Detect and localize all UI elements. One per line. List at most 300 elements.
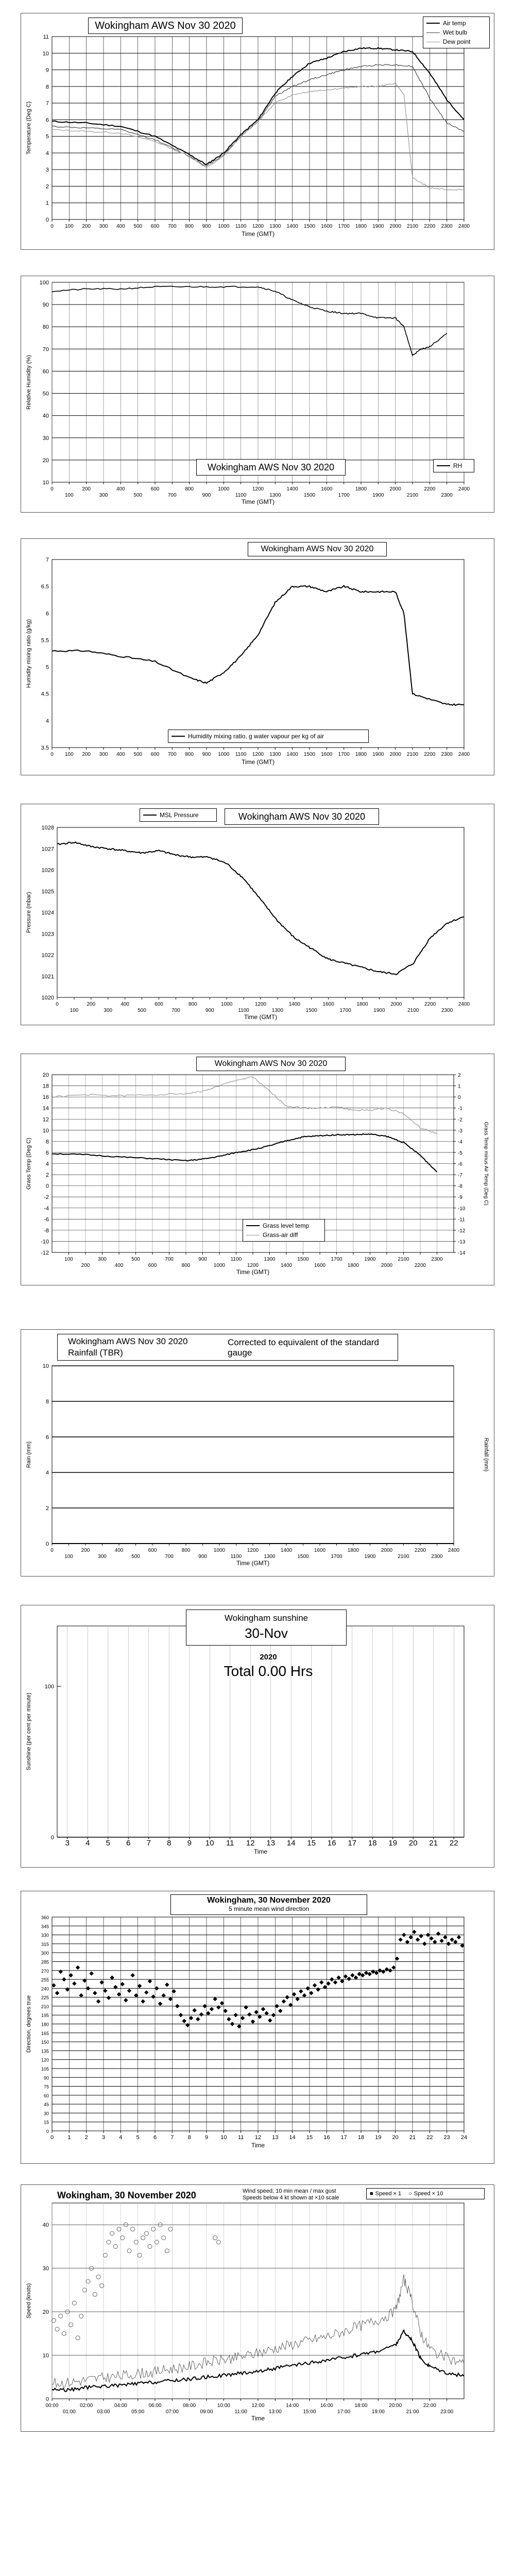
x-tick-label: 200 — [81, 1548, 90, 1553]
temperature-chart-svg — [21, 13, 494, 249]
x-tick-label: 400 — [116, 224, 125, 229]
x-tick-label: 400 — [116, 486, 125, 492]
y-tick-label: 105 — [41, 2066, 49, 2072]
x-tick-label: 1900 — [372, 224, 384, 229]
x-tick-label: 200 — [81, 1263, 90, 1268]
x-tick-label: 2300 — [441, 1008, 453, 1013]
x-tick-label: 16 — [327, 1839, 336, 1848]
x-tick-label: 100 — [64, 493, 74, 498]
y-tick-label: 4 — [45, 1161, 49, 1167]
x-tick-label: 0 — [50, 2134, 54, 2141]
temperature-chart-panel — [21, 13, 494, 250]
pressure-chart-panel — [21, 804, 494, 1025]
y-tick-label: 2 — [45, 1505, 49, 1512]
y2-tick-label: -8 — [458, 1183, 462, 1190]
y-tick-label: 4 — [45, 150, 49, 157]
x-tick-label: 1200 — [247, 1263, 259, 1268]
y-tick-label: 255 — [41, 1977, 49, 1983]
x-tick-label: 2000 — [381, 1263, 393, 1268]
x-tick-label: 1 — [67, 2134, 71, 2141]
x-tick-label: 600 — [150, 224, 160, 229]
legend-label: Grass level temp — [263, 1222, 310, 1229]
y-tick-label: 0 — [45, 1183, 49, 1190]
y-tick-label: 225 — [41, 1995, 49, 2001]
y2-axis-label: Grass Temp minus Air Temp (Deg C) — [483, 1122, 489, 1206]
x-tick-label: 300 — [98, 1554, 107, 1560]
x-tick-label: 15 — [306, 2134, 313, 2141]
x-tick-label: 2100 — [406, 752, 419, 757]
y-tick-label: 20 — [42, 2309, 49, 2316]
x-tick-label: 1400 — [286, 752, 298, 757]
y-tick-label: 8 — [45, 1139, 49, 1145]
sunshine-date-label: 30-Nov — [245, 1625, 288, 1641]
x-tick-label: 03:00 — [97, 2409, 110, 2415]
y-tick-label: 285 — [41, 1959, 49, 1965]
y-tick-label: 315 — [41, 1941, 49, 1947]
x-tick-label: 19 — [388, 1839, 398, 1848]
x-tick-label: 1200 — [252, 486, 264, 492]
x-tick-label: 2200 — [424, 1002, 436, 1007]
x-tick-label: 11 — [226, 1839, 234, 1848]
x-tick-label: 1800 — [355, 224, 367, 229]
x-tick-label: 2200 — [414, 1263, 426, 1268]
y-tick-label: 210 — [41, 2004, 49, 2009]
x-tick-label: 1100 — [235, 224, 247, 229]
wind-speed-chart-note: Wind speed, 10 min mean / max gust Speeds below 4 kt shown at ×10 scale — [243, 2188, 339, 2201]
x-tick-label: 20:00 — [389, 2403, 402, 2409]
y-tick-label: 1020 — [41, 995, 54, 1001]
x-tick-label: 02:00 — [80, 2403, 93, 2409]
x-tick-label: 2400 — [448, 1548, 460, 1553]
x-tick-label: 1500 — [297, 1554, 309, 1560]
x-tick-label: 1100 — [235, 752, 247, 757]
x-tick-label: 700 — [165, 1257, 174, 1262]
y-axis-label: Pressure (mbar) — [26, 892, 32, 933]
y2-tick-label: 1 — [458, 1083, 461, 1090]
y-tick-label: 3.5 — [41, 745, 49, 751]
y-tick-label: 195 — [41, 2013, 49, 2019]
legend-label: Wet bulb — [443, 29, 468, 36]
x-tick-label: 14:00 — [286, 2403, 299, 2409]
x-tick-label: 100 — [64, 1554, 73, 1560]
y-tick-label: 40 — [42, 2222, 49, 2229]
y2-tick-label: -10 — [458, 1206, 466, 1212]
y-tick-label: 6.5 — [41, 584, 49, 590]
y-tick-label: 10 — [42, 1127, 49, 1134]
x-tick-label: 2000 — [389, 752, 401, 757]
x-tick-label: 5 — [136, 2134, 140, 2141]
x-tick-label: 2100 — [398, 1257, 409, 1262]
y-tick-label: 165 — [41, 2030, 49, 2036]
y-tick-label: 330 — [41, 1933, 49, 1938]
x-tick-label: 06:00 — [148, 2403, 162, 2409]
x-tick-label: 800 — [188, 1002, 197, 1007]
x-tick-label: 800 — [181, 1263, 191, 1268]
legend-item-dew-point — [426, 37, 486, 46]
y-tick-label: 10 — [42, 1363, 49, 1369]
x-tick-label: 23:00 — [440, 2409, 454, 2415]
x-tick-label: 2100 — [398, 1554, 409, 1560]
x-tick-label: 1500 — [303, 224, 316, 229]
x-tick-label: 300 — [99, 752, 108, 757]
y-tick-label: 135 — [41, 2048, 49, 2054]
x-tick-label: 1100 — [238, 1008, 249, 1013]
legend-item-msl-pressure — [143, 810, 213, 820]
y-tick-label: 10 — [42, 480, 49, 486]
x-tick-label: 2000 — [389, 224, 401, 229]
y-tick-label: 3 — [45, 167, 49, 174]
x-tick-label: 15:00 — [303, 2409, 316, 2415]
y-tick-label: 8 — [45, 1399, 49, 1405]
x-tick-label: 600 — [150, 752, 160, 757]
x-tick-label: 700 — [165, 1554, 174, 1560]
y-tick-label: 4 — [45, 1470, 49, 1476]
x-tick-label: 200 — [82, 752, 91, 757]
x-tick-label: 4 — [119, 2134, 123, 2141]
x-tick-label: 1700 — [331, 1554, 342, 1560]
y-tick-label: 90 — [42, 302, 49, 309]
x-tick-label: 200 — [82, 224, 91, 229]
x-tick-label: 22:00 — [423, 2403, 436, 2409]
y-tick-label: 30 — [43, 2111, 49, 2116]
y-tick-label: 10 — [42, 2352, 49, 2359]
y-tick-label: 1 — [45, 200, 49, 207]
y2-tick-label: -4 — [458, 1139, 462, 1145]
x-tick-label: 10 — [205, 1839, 214, 1848]
x-tick-label: 1600 — [321, 486, 333, 492]
plot-area — [52, 1366, 454, 1544]
x-tick-label: 0 — [50, 752, 54, 757]
x-tick-label: 1600 — [322, 1002, 334, 1007]
x-tick-label: 300 — [104, 1008, 113, 1013]
wind-direction-title-box — [170, 1894, 367, 1915]
x-tick-label: 0 — [56, 1002, 59, 1007]
x-tick-label: 07:00 — [165, 2409, 179, 2415]
x-tick-label: 700 — [171, 1008, 180, 1013]
plot-area — [57, 827, 464, 997]
wind-speed-legend — [366, 2188, 485, 2199]
legend-items — [370, 2190, 481, 2198]
x-tick-label: 600 — [154, 1002, 163, 1007]
x-tick-label: 1300 — [271, 1008, 284, 1013]
x-tick-label: 1900 — [364, 1554, 376, 1560]
y-tick-label: 80 — [42, 324, 49, 331]
x-tick-label: 400 — [121, 1002, 130, 1007]
y-tick-label: 0 — [45, 2396, 49, 2402]
x-tick-label: 8 — [167, 1839, 171, 1848]
rainfall-chart-title: Wokingham AWS Nov 30 2020 — [68, 1336, 188, 1346]
x-tick-label: 13 — [272, 2134, 279, 2141]
x-tick-label: 2300 — [431, 1554, 443, 1560]
y2-tick-label: -1 — [458, 1106, 462, 1112]
x-tick-label: 1300 — [269, 224, 281, 229]
x-tick-label: 14 — [286, 1839, 296, 1848]
sunshine-title-box — [186, 1609, 347, 1646]
x-tick-label: 2100 — [406, 493, 419, 498]
y-tick-label: 4.5 — [41, 691, 49, 698]
y-tick-label: 12 — [42, 1116, 49, 1123]
x-tick-label: 12 — [254, 2134, 262, 2141]
y2-tick-label: -11 — [458, 1217, 465, 1223]
x-tick-label: 16:00 — [320, 2403, 333, 2409]
x-tick-label: 2200 — [414, 1548, 426, 1553]
y-tick-label: 1028 — [41, 825, 54, 831]
x-tick-label: 09:00 — [200, 2409, 213, 2415]
x-tick-label: 500 — [138, 1008, 146, 1013]
x-tick-label: 1400 — [280, 1548, 293, 1553]
x-tick-label: 1000 — [218, 486, 230, 492]
wind-direction-chart-panel — [21, 1891, 494, 2164]
x-tick-label: 18 — [368, 1839, 377, 1848]
y-tick-label: 0 — [45, 217, 49, 223]
y-tick-label: 240 — [41, 1986, 49, 1992]
y2-axis-label: Rainfall (mm) — [483, 1437, 489, 1472]
y-tick-label: 345 — [41, 1924, 49, 1929]
x-tick-label: 20 — [408, 1839, 418, 1848]
wind-direction-chart-title: Wokingham, 30 November 2020 — [207, 1896, 331, 1905]
humidity-chart-panel — [21, 276, 494, 513]
y-tick-label: 5 — [45, 133, 49, 140]
y-tick-label: 10 — [42, 50, 49, 57]
y2-tick-label: -12 — [458, 1228, 466, 1234]
y-tick-label: 1022 — [41, 952, 54, 959]
x-tick-label: 01:00 — [62, 2409, 76, 2415]
humidity-chart-svg — [21, 276, 494, 512]
x-tick-label: 04:00 — [114, 2403, 127, 2409]
x-tick-label: 1600 — [314, 1548, 326, 1553]
y-tick-label: 1023 — [41, 931, 54, 938]
rainfall-title-box — [57, 1334, 398, 1361]
y-tick-label: 6 — [45, 117, 49, 124]
grass-temp-chart-title: Wokingham AWS Nov 30 2020 — [196, 1057, 346, 1071]
humidity-legend — [433, 459, 474, 472]
y-tick-label: 1025 — [41, 888, 54, 895]
legend-item-grass-air-diff — [246, 1230, 321, 1240]
x-tick-label: 10:00 — [217, 2403, 230, 2409]
y2-tick-label: -3 — [458, 1128, 462, 1134]
y-axis-label: Direction, degrees true — [26, 1995, 32, 2053]
x-tick-label: 1800 — [355, 486, 367, 492]
x-tick-label: 6 — [153, 2134, 157, 2141]
y-tick-label: -8 — [44, 1227, 49, 1234]
x-tick-label: 800 — [185, 752, 194, 757]
x-tick-label: 1600 — [321, 224, 333, 229]
y2-tick-label: -9 — [458, 1195, 462, 1201]
x-tick-label: 1500 — [305, 1008, 317, 1013]
sunshine-chart-title: Wokingham sunshine — [224, 1613, 308, 1623]
x-tick-label: 1700 — [338, 493, 350, 498]
x-tick-label: 100 — [64, 1257, 73, 1262]
x-axis-label: Time — [251, 2415, 265, 2422]
y-axis-label: Rain (mm) — [26, 1441, 32, 1468]
x-tick-label: 17 — [340, 2134, 347, 2141]
x-tick-label: 1900 — [373, 1008, 385, 1013]
x-tick-label: 1000 — [218, 752, 230, 757]
y-axis-label: Relative Humidity (%) — [26, 355, 32, 410]
x-tick-label: 2000 — [389, 486, 401, 492]
x-tick-label: 900 — [205, 1008, 214, 1013]
y-tick-label: 4 — [45, 718, 49, 724]
x-tick-label: 600 — [148, 1263, 157, 1268]
y-tick-label: -10 — [41, 1239, 49, 1245]
x-tick-label: 1600 — [314, 1263, 326, 1268]
x-tick-label: 22 — [449, 1839, 458, 1848]
y-axis-label: Speed (knots) — [26, 2283, 32, 2319]
x-tick-label: 20 — [392, 2134, 399, 2141]
x-tick-label: 6 — [126, 1839, 131, 1848]
grass-temp-chart-svg — [21, 1054, 494, 1285]
x-tick-label: 17:00 — [337, 2409, 351, 2415]
wind-direction-chart-subtitle: 5 minute mean wind direction — [228, 1905, 310, 1912]
y-tick-label: 1024 — [41, 910, 54, 916]
wind-speed-chart-panel — [21, 2184, 494, 2432]
x-tick-label: 1400 — [286, 486, 298, 492]
y-tick-label: 150 — [41, 2040, 49, 2045]
x-tick-label: 1100 — [230, 1257, 242, 1262]
x-tick-label: 22 — [426, 2134, 433, 2141]
x-tick-label: 2300 — [431, 1257, 443, 1262]
x-tick-label: 1800 — [356, 1002, 368, 1007]
legend-label: Grass-air diff — [263, 1231, 298, 1239]
x-tick-label: 300 — [99, 224, 108, 229]
y-tick-label: 5 — [45, 664, 49, 671]
y-tick-label: 100 — [44, 1684, 54, 1690]
x-tick-label: 100 — [64, 224, 74, 229]
x-tick-label: 1700 — [338, 752, 350, 757]
x-axis-label: Time (GMT) — [236, 1560, 270, 1567]
y-tick-label: 6 — [45, 1149, 49, 1156]
pressure-chart-svg — [21, 804, 494, 1025]
x-tick-label: 2200 — [424, 752, 436, 757]
x-tick-label: 13 — [266, 1839, 276, 1848]
x-tick-label: 1900 — [364, 1257, 376, 1262]
rainfall-chart-svg — [21, 1330, 494, 1576]
y-tick-label: 1027 — [41, 846, 54, 853]
y2-tick-label: -14 — [458, 1250, 466, 1256]
x-tick-label: 1300 — [264, 1554, 276, 1560]
x-tick-label: 500 — [131, 1554, 140, 1560]
x-tick-label: 14 — [289, 2134, 296, 2141]
x-tick-label: 300 — [98, 1257, 107, 1262]
x-tick-label: 400 — [114, 1263, 124, 1268]
x-tick-label: 0 — [50, 224, 54, 229]
x-axis-label: Time (GMT) — [244, 1013, 278, 1021]
x-tick-label: 13:00 — [268, 2409, 282, 2415]
y-tick-label: 1021 — [41, 973, 54, 980]
x-tick-label: 15 — [307, 1839, 316, 1848]
x-tick-label: 18:00 — [354, 2403, 368, 2409]
temperature-legend — [423, 16, 490, 48]
x-tick-label: 200 — [87, 1002, 96, 1007]
y-tick-label: 60 — [42, 368, 49, 375]
x-tick-label: 800 — [185, 224, 194, 229]
x-tick-label: 1500 — [303, 493, 316, 498]
x-tick-label: 1300 — [269, 493, 281, 498]
x-tick-label: 5 — [106, 1839, 110, 1848]
y-tick-label: 300 — [41, 1951, 49, 1956]
x-tick-label: 1700 — [338, 224, 350, 229]
x-tick-label: 2 — [84, 2134, 88, 2141]
y-tick-label: 6 — [45, 1434, 49, 1440]
x-tick-label: 1200 — [247, 1548, 259, 1553]
x-tick-label: 21 — [429, 1839, 438, 1848]
x-tick-label: 600 — [150, 486, 160, 492]
x-tick-label: 18 — [357, 2134, 365, 2141]
y-tick-label: 180 — [41, 2022, 49, 2027]
x-tick-label: 700 — [167, 493, 177, 498]
y2-tick-label: -5 — [458, 1150, 462, 1156]
y-tick-label: 15 — [43, 2120, 49, 2125]
y-tick-label: 16 — [42, 1094, 49, 1101]
x-tick-label: 1900 — [372, 493, 384, 498]
x-tick-label: 1700 — [331, 1257, 342, 1262]
y-tick-label: 100 — [39, 280, 49, 286]
mixing-ratio-chart-title: Wokingham AWS Nov 30 2020 — [248, 542, 387, 556]
x-tick-label: 16 — [323, 2134, 330, 2141]
wind-speed-chart-title: Wokingham, 30 November 2020 — [57, 2190, 196, 2200]
x-axis-label: Time (GMT) — [241, 498, 275, 505]
x-tick-label: 4 — [85, 1839, 90, 1848]
humidity-chart-title: Wokingham AWS Nov 30 2020 — [196, 459, 346, 476]
legend-label: Speed × 1 — [375, 2191, 402, 2197]
x-tick-label: 700 — [167, 224, 177, 229]
legend-label: RH — [453, 462, 462, 469]
x-tick-label: 2400 — [458, 1002, 470, 1007]
x-tick-label: 1100 — [235, 493, 247, 498]
x-tick-label: 1800 — [347, 1263, 359, 1268]
x-tick-label: 21:00 — [406, 2409, 419, 2415]
y-axis-label: Humidity mixing ratio (g/kg) — [26, 619, 32, 688]
legend-label: Dew point — [443, 38, 471, 45]
x-tick-label: 1000 — [218, 224, 230, 229]
y-tick-label: -12 — [41, 1250, 49, 1256]
x-tick-label: 2400 — [458, 752, 470, 757]
x-axis-label: Time — [251, 2142, 265, 2149]
legend-item-grass-level-temp — [246, 1221, 321, 1230]
x-tick-label: 05:00 — [131, 2409, 145, 2415]
x-tick-label: 2000 — [390, 1002, 402, 1007]
y-tick-label: -6 — [44, 1216, 49, 1223]
y-tick-label: 0 — [46, 2129, 49, 2134]
y-tick-label: 70 — [42, 346, 49, 353]
x-axis-label: Time (GMT) — [236, 1268, 270, 1276]
y-tick-label: 50 — [42, 391, 49, 397]
x-tick-label: 17 — [348, 1839, 357, 1848]
x-tick-label: 1000 — [213, 1263, 226, 1268]
x-tick-label: 00:00 — [45, 2403, 59, 2409]
x-tick-label: 7 — [170, 2134, 174, 2141]
x-tick-label: 700 — [167, 752, 177, 757]
x-tick-label: 12 — [246, 1839, 255, 1848]
temperature-chart-title: Wokingham AWS Nov 30 2020 — [88, 18, 243, 34]
wind-speed-chart-svg — [21, 2185, 494, 2431]
legend-marker-x10: ○ — [408, 2191, 412, 2197]
legend-item-rh — [437, 461, 471, 470]
x-tick-label: 9 — [187, 1839, 192, 1848]
sunshine-year-label: 2020 — [260, 1653, 277, 1662]
y-tick-label: 1026 — [41, 867, 54, 874]
x-tick-label: 1400 — [286, 224, 298, 229]
y-tick-label: 7 — [45, 100, 49, 107]
rainfall-chart-note: Corrected to equivalent of the standard gauge — [228, 1337, 379, 1358]
y-axis-label: Temperature (Deg C) — [26, 101, 32, 155]
x-tick-label: 800 — [185, 486, 194, 492]
legend-marker-x1: ■ — [370, 2191, 373, 2197]
x-tick-label: 11 — [237, 2134, 244, 2141]
x-tick-label: 12:00 — [251, 2403, 265, 2409]
x-tick-label: 2300 — [441, 493, 453, 498]
x-tick-label: 2100 — [407, 1008, 419, 1013]
